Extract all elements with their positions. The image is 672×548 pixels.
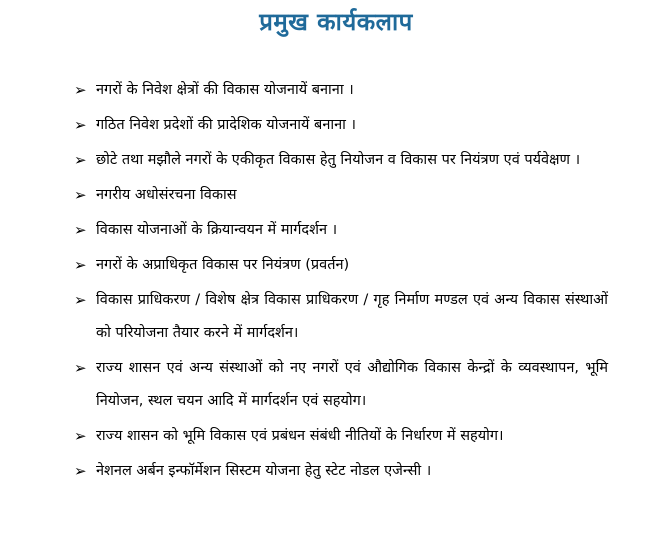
list-item xyxy=(74,109,608,142)
page-title: प्रमुख कार्यकलाप xyxy=(259,8,413,36)
list-item-text: राज्य शासन को भूमि विकास एवं प्रबंधन संबंधी नीतियों के निर्धारण में सहयोग। xyxy=(96,428,504,444)
list-item xyxy=(74,144,608,177)
arrowhead-bullet-icon: ➢ xyxy=(74,359,87,377)
list-item-text: नगरों के निवेश क्षेत्रों की विकास योजनायें बनाना । xyxy=(96,82,354,98)
list-item-text: नगरों के अप्राधिकृत विकास पर नियंत्रण (प्रवर्तन) xyxy=(96,257,350,273)
list-item xyxy=(74,74,608,107)
arrowhead-bullet-icon: ➢ xyxy=(74,291,87,309)
list-item-text: राज्य शासन एवं अन्य संस्थाओं को नए नगरों एवं औद्योगिक विकास केन्द्रों के व्यवस्थापन, भूमि नियोजन, स्थल चयन आदि में मार्गदर्शन एवं सहयोग। xyxy=(96,360,608,409)
list-item xyxy=(74,352,608,418)
arrowhead-bullet-icon: ➢ xyxy=(74,186,87,204)
arrowhead-bullet-icon: ➢ xyxy=(74,427,87,445)
arrowhead-bullet-icon: ➢ xyxy=(74,256,87,274)
arrowhead-bullet-icon: ➢ xyxy=(74,116,87,134)
list-item-text: गठित निवेश प्रदेशों की प्रादेशिक योजनायें बनाना । xyxy=(96,117,357,133)
list-item xyxy=(74,455,608,488)
arrowhead-bullet-icon: ➢ xyxy=(74,151,87,169)
list-item xyxy=(74,179,608,212)
list-item xyxy=(74,420,608,453)
list-item-text: छोटे तथा मझौले नगरों के एकीकृत विकास हेतु नियोजन व विकास पर नियंत्रण एवं पर्यवेक्षण । xyxy=(96,152,581,168)
list-item-text: नेशनल अर्बन इन्फॉर्मेशन सिस्टम योजना हेतु स्टेट नोडल एजेन्सी । xyxy=(96,463,432,479)
list-item-text: नगरीय अधोसंरचना विकास xyxy=(96,187,237,203)
arrowhead-bullet-icon: ➢ xyxy=(74,462,87,480)
list-item xyxy=(74,284,608,350)
list-item-text: विकास योजनाओं के क्रियान्वयन में मार्गदर्शन । xyxy=(96,222,338,238)
list-item xyxy=(74,214,608,247)
arrowhead-bullet-icon: ➢ xyxy=(74,221,87,239)
list-item xyxy=(74,249,608,282)
activities-list xyxy=(74,74,608,490)
arrowhead-bullet-icon: ➢ xyxy=(74,81,87,99)
list-item-text: विकास प्राधिकरण / विशेष क्षेत्र विकास प्राधिकरण / गृह निर्माण मण्डल एवं अन्य विकास संस्थाओं को परियोजना तैयार करने में मार्गदर्शन। xyxy=(96,292,608,341)
